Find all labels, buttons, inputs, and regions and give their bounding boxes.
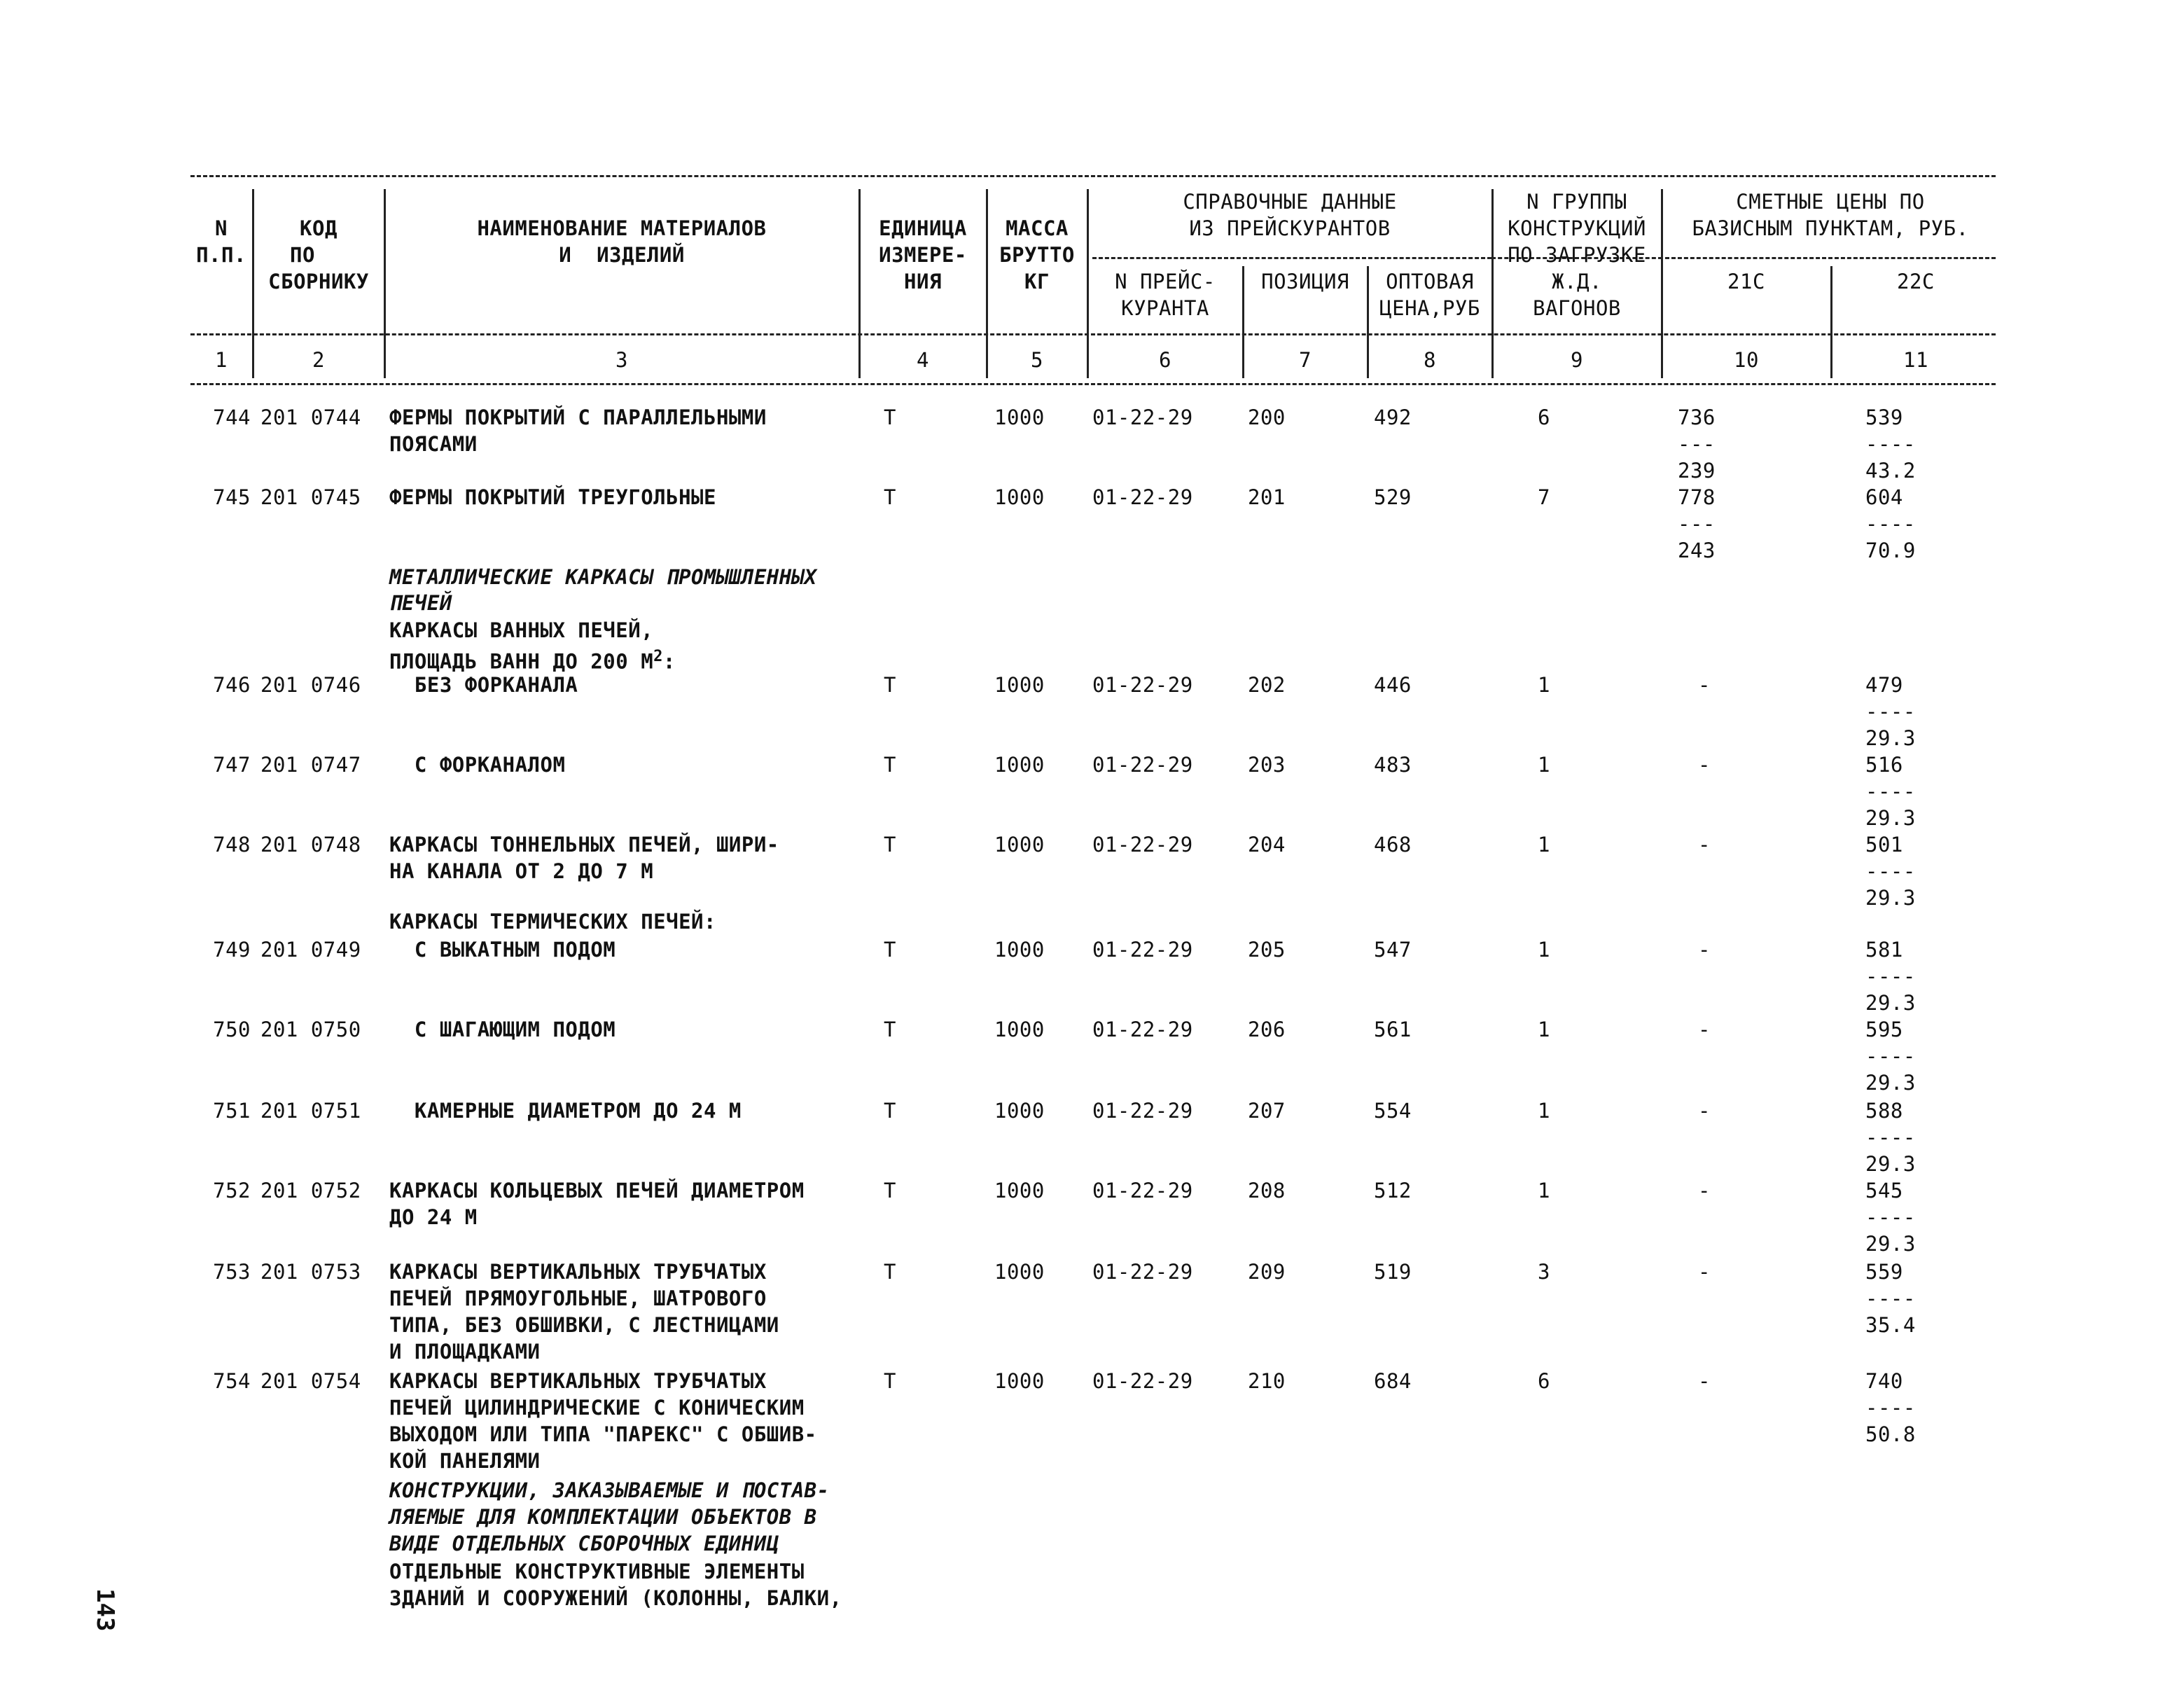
hdr-col9-l1: N ГРУППЫ [1526, 190, 1627, 214]
cell-price-21c: --- [1678, 432, 1716, 456]
hdr-col8-l2: ЦЕНА,РУБ [1379, 296, 1480, 320]
cell-price-21c: 778 [1678, 485, 1716, 509]
cell-price-22c: 29.3 [1865, 806, 1916, 830]
section-bath-sup: 2 [653, 648, 663, 665]
cell-pricelist: 01-22-29 [1092, 833, 1193, 857]
cell-price: 483 [1374, 753, 1412, 777]
colnum-3: 3 [615, 348, 628, 372]
cell-price-21c: - [1698, 1369, 1711, 1393]
section-bath-l2 [389, 644, 676, 674]
section-bath-text: ПЛОЩАДЬ ВАНН ДО 200 М [389, 649, 654, 674]
colnum-5: 5 [1031, 348, 1043, 372]
cell-group: 1 [1538, 938, 1550, 962]
cell-name-line: ТИПА, БЕЗ ОБШИВКИ, С ЛЕСТНИЦАМИ [389, 1313, 779, 1337]
cell-unit: Т [884, 673, 896, 697]
cell-code: 201 0746 [260, 673, 361, 697]
cell-n: 751 [213, 1099, 251, 1123]
hdr-col3-l1: НАИМЕНОВАНИЕ МАТЕРИАЛОВ [477, 216, 767, 240]
cell-price-22c: 595 [1865, 1018, 1903, 1041]
cell-code: 201 0747 [260, 753, 361, 777]
cell-price-22c: 29.3 [1865, 886, 1916, 910]
cell-name-line: ФЕРМЫ ПОКРЫТИЙ С ПАРАЛЛЕЛЬНЫМИ [389, 405, 767, 429]
cell-price-22c: 516 [1865, 753, 1903, 777]
cell-price-22c: 740 [1865, 1369, 1903, 1393]
cell-price-22c: 29.3 [1865, 726, 1916, 750]
hdr-col5-l3: КГ [1024, 270, 1050, 293]
page-number: 143 [91, 1588, 119, 1632]
cell-mass: 1000 [994, 833, 1045, 857]
cell-n: 752 [213, 1179, 251, 1202]
cell-price-22c: ---- [1865, 779, 1916, 803]
cell-unit: Т [884, 938, 896, 962]
section-constructions-l2: ЛЯЕМЫЕ ДЛЯ КОМПЛЕКТАЦИИ ОБЪЕКТОВ В [389, 1505, 817, 1529]
hdr-col5-l1: МАССА [1006, 216, 1069, 240]
cell-mass: 1000 [994, 1018, 1045, 1041]
cell-unit: Т [884, 753, 896, 777]
cell-mass: 1000 [994, 1179, 1045, 1202]
cell-price-21c: - [1698, 1260, 1711, 1284]
cell-pos: 207 [1248, 1099, 1286, 1123]
cell-price: 519 [1374, 1260, 1412, 1284]
cell-price-22c: ---- [1865, 1287, 1916, 1310]
hdr-col6-l1: N ПРЕЙС- [1115, 270, 1216, 293]
header-bottom-rule [190, 383, 1996, 385]
cell-price: 547 [1374, 938, 1412, 962]
cell-code: 201 0753 [260, 1260, 361, 1284]
cell-pricelist: 01-22-29 [1092, 753, 1193, 777]
hdr-col4-l1: ЕДИНИЦА [879, 216, 967, 240]
cell-price-21c: --- [1678, 512, 1716, 536]
section-separate-l2: ЗДАНИЙ И СООРУЖЕНИЙ (КОЛОННЫ, БАЛКИ, [389, 1586, 842, 1610]
cell-mass: 1000 [994, 485, 1045, 509]
cell-price: 468 [1374, 833, 1412, 857]
hdr-price-group-l2: БАЗИСНЫМ ПУНКТАМ, РУБ. [1692, 216, 1969, 240]
cell-name-line: ПЕЧЕЙ ПРЯМОУГОЛЬНЫЕ, ШАТРОВОГО [389, 1287, 767, 1310]
cell-group: 1 [1538, 753, 1550, 777]
hdr-col9-l3: ПО ЗАГРУЗКЕ [1508, 243, 1646, 267]
cell-unit: Т [884, 1260, 896, 1284]
cell-code: 201 0745 [260, 485, 361, 509]
colnum-4: 4 [917, 348, 929, 372]
cell-unit: Т [884, 405, 896, 429]
hdr-col3-l2: И ИЗДЕЛИЙ [559, 243, 685, 267]
cell-group: 6 [1538, 1369, 1550, 1393]
cell-price-22c: ---- [1865, 964, 1916, 988]
section-constructions-l1: КОНСТРУКЦИИ, ЗАКАЗЫВАЕМЫЕ И ПОСТАВ- [389, 1478, 830, 1502]
hdr-col9-l2: КОНСТРУКЦИЙ [1508, 216, 1646, 240]
cell-unit: Т [884, 1179, 896, 1202]
hdr-col7: ПОЗИЦИЯ [1261, 270, 1349, 293]
colnum-7: 7 [1299, 348, 1312, 372]
cell-pos: 206 [1248, 1018, 1286, 1041]
hdr-ref-group-l1: СПРАВОЧНЫЕ ДАННЫЕ [1183, 190, 1397, 214]
hdr-col4-l3: НИЯ [904, 270, 942, 293]
cell-name-line: КАРКАСЫ ТОННЕЛЬНЫХ ПЕЧЕЙ, ШИРИ- [389, 833, 779, 857]
cell-unit: Т [884, 1369, 896, 1393]
cell-price-22c: 50.8 [1865, 1422, 1916, 1446]
cell-name-line: ДО 24 М [389, 1205, 478, 1229]
cell-price-21c: - [1698, 1179, 1711, 1202]
cell-price-21c: - [1698, 1018, 1711, 1041]
cell-price-22c: 501 [1865, 833, 1903, 857]
cell-group: 7 [1538, 485, 1550, 509]
cell-group: 1 [1538, 1099, 1550, 1123]
cell-price-21c: 239 [1678, 459, 1716, 483]
colnum-9: 9 [1571, 348, 1583, 372]
cell-n: 744 [213, 405, 251, 429]
colnum-11: 11 [1903, 348, 1928, 372]
cell-pos: 208 [1248, 1179, 1286, 1202]
cell-group: 1 [1538, 673, 1550, 697]
cell-name-line: КОЙ ПАНЕЛЯМИ [389, 1449, 541, 1473]
cell-price-22c: ---- [1865, 512, 1916, 536]
cell-price-22c: 29.3 [1865, 1232, 1916, 1256]
hdr-col9-l5: ВАГОНОВ [1533, 296, 1621, 320]
cell-price-22c: ---- [1865, 859, 1916, 883]
cell-code: 201 0744 [260, 405, 361, 429]
cell-pos: 209 [1248, 1260, 1286, 1284]
hdr-col2-l2: ПО [290, 243, 315, 267]
cell-price-22c: ---- [1865, 700, 1916, 723]
cell-mass: 1000 [994, 1369, 1045, 1393]
cell-name-line: ВЫХОДОМ ИЛИ ТИПА "ПАРЕКС" С ОБШИВ- [389, 1422, 817, 1446]
cell-price-21c: - [1698, 1099, 1711, 1123]
cell-n: 750 [213, 1018, 251, 1041]
cell-group: 3 [1538, 1260, 1550, 1284]
cell-pricelist: 01-22-29 [1092, 673, 1193, 697]
cell-pos: 201 [1248, 485, 1286, 509]
cell-price-22c: 35.4 [1865, 1313, 1916, 1337]
cell-name-line: КАРКАСЫ КОЛЬЦЕВЫХ ПЕЧЕЙ ДИАМЕТРОМ [389, 1179, 805, 1202]
hdr-col11: 22С [1897, 270, 1935, 293]
cell-group: 6 [1538, 405, 1550, 429]
cell-price-22c: ---- [1865, 432, 1916, 456]
hdr-price-group-l1: СМЕТНЫЕ ЦЕНЫ ПО [1736, 190, 1925, 214]
cell-price-21c: - [1698, 673, 1711, 697]
price-group-rule [1665, 257, 1996, 259]
cell-mass: 1000 [994, 1099, 1045, 1123]
cell-name-line: ПОЯСАМИ [389, 432, 478, 456]
cell-name-line: С ШАГАЮЩИМ ПОДОМ [389, 1018, 616, 1041]
hdr-col10: 21С [1727, 270, 1765, 293]
cell-n: 753 [213, 1260, 251, 1284]
cell-price: 554 [1374, 1099, 1412, 1123]
hdr-ref-group-l2: ИЗ ПРЕЙСКУРАНТОВ [1189, 216, 1391, 240]
cell-price-22c: ---- [1865, 1044, 1916, 1068]
cell-group: 1 [1538, 1018, 1550, 1041]
cell-pricelist: 01-22-29 [1092, 1260, 1193, 1284]
colnum-8: 8 [1424, 348, 1436, 372]
cell-name-line: ПЕЧЕЙ ЦИЛИНДРИЧЕСКИЕ С КОНИЧЕСКИМ [389, 1396, 805, 1420]
cell-n: 749 [213, 938, 251, 962]
section-metal-frames-l2: ПЕЧЕЙ [389, 591, 452, 615]
cell-price-22c: 29.3 [1865, 1071, 1916, 1095]
section-thermal: КАРКАСЫ ТЕРМИЧЕСКИХ ПЕЧЕЙ: [389, 910, 716, 934]
cell-pos: 205 [1248, 938, 1286, 962]
cell-pricelist: 01-22-29 [1092, 1099, 1193, 1123]
cell-price-22c: 588 [1865, 1099, 1903, 1123]
colnum-1: 1 [215, 348, 228, 372]
hdr-col2-l3: СБОРНИКУ [268, 270, 369, 293]
cell-price: 512 [1374, 1179, 1412, 1202]
hdr-col8-l1: ОПТОВАЯ [1386, 270, 1474, 293]
cell-n: 754 [213, 1369, 251, 1393]
cell-price-22c: ---- [1865, 1125, 1916, 1149]
cell-price-22c: 539 [1865, 405, 1903, 429]
cell-price-21c: - [1698, 938, 1711, 962]
cell-pricelist: 01-22-29 [1092, 1369, 1193, 1393]
cell-price-22c: ---- [1865, 1396, 1916, 1420]
cell-pricelist: 01-22-29 [1092, 485, 1193, 509]
cell-pos: 204 [1248, 833, 1286, 857]
cell-price-22c: 559 [1865, 1260, 1903, 1284]
cell-unit: Т [884, 1018, 896, 1041]
section-bath-colon: : [662, 649, 676, 674]
ref-group-rule [1092, 257, 1491, 259]
cell-n: 745 [213, 485, 251, 509]
cell-price: 684 [1374, 1369, 1412, 1393]
header-top-rule [190, 175, 1996, 177]
cell-price-21c: - [1698, 753, 1711, 777]
hdr-col9-l4: Ж.Д. [1552, 270, 1602, 293]
cell-price-22c: 581 [1865, 938, 1903, 962]
cell-name-line: КАМЕРНЫЕ ДИАМЕТРОМ ДО 24 М [389, 1099, 742, 1123]
cell-price-21c: 736 [1678, 405, 1716, 429]
cell-n: 748 [213, 833, 251, 857]
cell-n: 746 [213, 673, 251, 697]
cell-n: 747 [213, 753, 251, 777]
cell-pos: 210 [1248, 1369, 1286, 1393]
cell-price-22c: 545 [1865, 1179, 1903, 1202]
colnum-6: 6 [1159, 348, 1171, 372]
cell-pos: 200 [1248, 405, 1286, 429]
header-mid-rule [190, 333, 1996, 335]
cell-price: 446 [1374, 673, 1412, 697]
cell-code: 201 0754 [260, 1369, 361, 1393]
cell-group: 1 [1538, 833, 1550, 857]
cell-name-line: И ПЛОЩАДКАМИ [389, 1340, 541, 1364]
cell-price-21c: 243 [1678, 539, 1716, 562]
cell-group: 1 [1538, 1179, 1550, 1202]
cell-name-line: ФЕРМЫ ПОКРЫТИЙ ТРЕУГОЛЬНЫЕ [389, 485, 716, 509]
cell-price-21c: - [1698, 833, 1711, 857]
cell-price: 561 [1374, 1018, 1412, 1041]
cell-code: 201 0751 [260, 1099, 361, 1123]
section-bath-l1: КАРКАСЫ ВАННЫХ ПЕЧЕЙ, [389, 618, 654, 642]
cell-name-line: БЕЗ ФОРКАНАЛА [389, 673, 578, 697]
cell-price-22c: 43.2 [1865, 459, 1916, 483]
cell-price-22c: ---- [1865, 1205, 1916, 1229]
cell-pos: 203 [1248, 753, 1286, 777]
hdr-col5-l2: БРУТТО [999, 243, 1075, 267]
section-metal-frames-l1: МЕТАЛЛИЧЕСКИЕ КАРКАСЫ ПРОМЫШЛЕННЫХ [389, 565, 817, 589]
cell-mass: 1000 [994, 405, 1045, 429]
hdr-col6-l2: КУРАНТА [1121, 296, 1209, 320]
cell-mass: 1000 [994, 673, 1045, 697]
cell-code: 201 0750 [260, 1018, 361, 1041]
cell-pos: 202 [1248, 673, 1286, 697]
cell-pricelist: 01-22-29 [1092, 1018, 1193, 1041]
cell-pricelist: 01-22-29 [1092, 938, 1193, 962]
cell-price-22c: 29.3 [1865, 1152, 1916, 1176]
cell-unit: Т [884, 1099, 896, 1123]
cell-mass: 1000 [994, 1260, 1045, 1284]
hdr-col1-l2: П.П. [196, 243, 246, 267]
cell-unit: Т [884, 833, 896, 857]
cell-unit: Т [884, 485, 896, 509]
cell-name-line: КАРКАСЫ ВЕРТИКАЛЬНЫХ ТРУБЧАТЫХ [389, 1369, 767, 1393]
cell-price-22c: 29.3 [1865, 991, 1916, 1015]
hdr-col2-l1: КОД [300, 216, 338, 240]
cell-mass: 1000 [994, 753, 1045, 777]
hdr-col1-l1: N [215, 216, 228, 240]
cell-price: 492 [1374, 405, 1412, 429]
cell-name-line: НА КАНАЛА ОТ 2 ДО 7 М [389, 859, 654, 883]
cell-price-22c: 604 [1865, 485, 1903, 509]
hdr-col4-l2: ИЗМЕРЕ- [879, 243, 967, 267]
cell-pricelist: 01-22-29 [1092, 405, 1193, 429]
section-constructions-l3: ВИДЕ ОТДЕЛЬНЫХ СБОРОЧНЫХ ЕДИНИЦ [389, 1532, 779, 1555]
cell-code: 201 0748 [260, 833, 361, 857]
cell-mass: 1000 [994, 938, 1045, 962]
colnum-10: 10 [1734, 348, 1759, 372]
cell-name-line: С ФОРКАНАЛОМ [389, 753, 566, 777]
cell-price: 529 [1374, 485, 1412, 509]
cell-pricelist: 01-22-29 [1092, 1179, 1193, 1202]
cell-price-22c: 70.9 [1865, 539, 1916, 562]
cell-code: 201 0752 [260, 1179, 361, 1202]
cell-name-line: КАРКАСЫ ВЕРТИКАЛЬНЫХ ТРУБЧАТЫХ [389, 1260, 767, 1284]
cell-price-22c: 479 [1865, 673, 1903, 697]
cell-name-line: С ВЫКАТНЫМ ПОДОМ [389, 938, 616, 962]
section-separate-l1: ОТДЕЛЬНЫЕ КОНСТРУКТИВНЫЕ ЭЛЕМЕНТЫ [389, 1560, 805, 1583]
cell-code: 201 0749 [260, 938, 361, 962]
colnum-2: 2 [312, 348, 325, 372]
